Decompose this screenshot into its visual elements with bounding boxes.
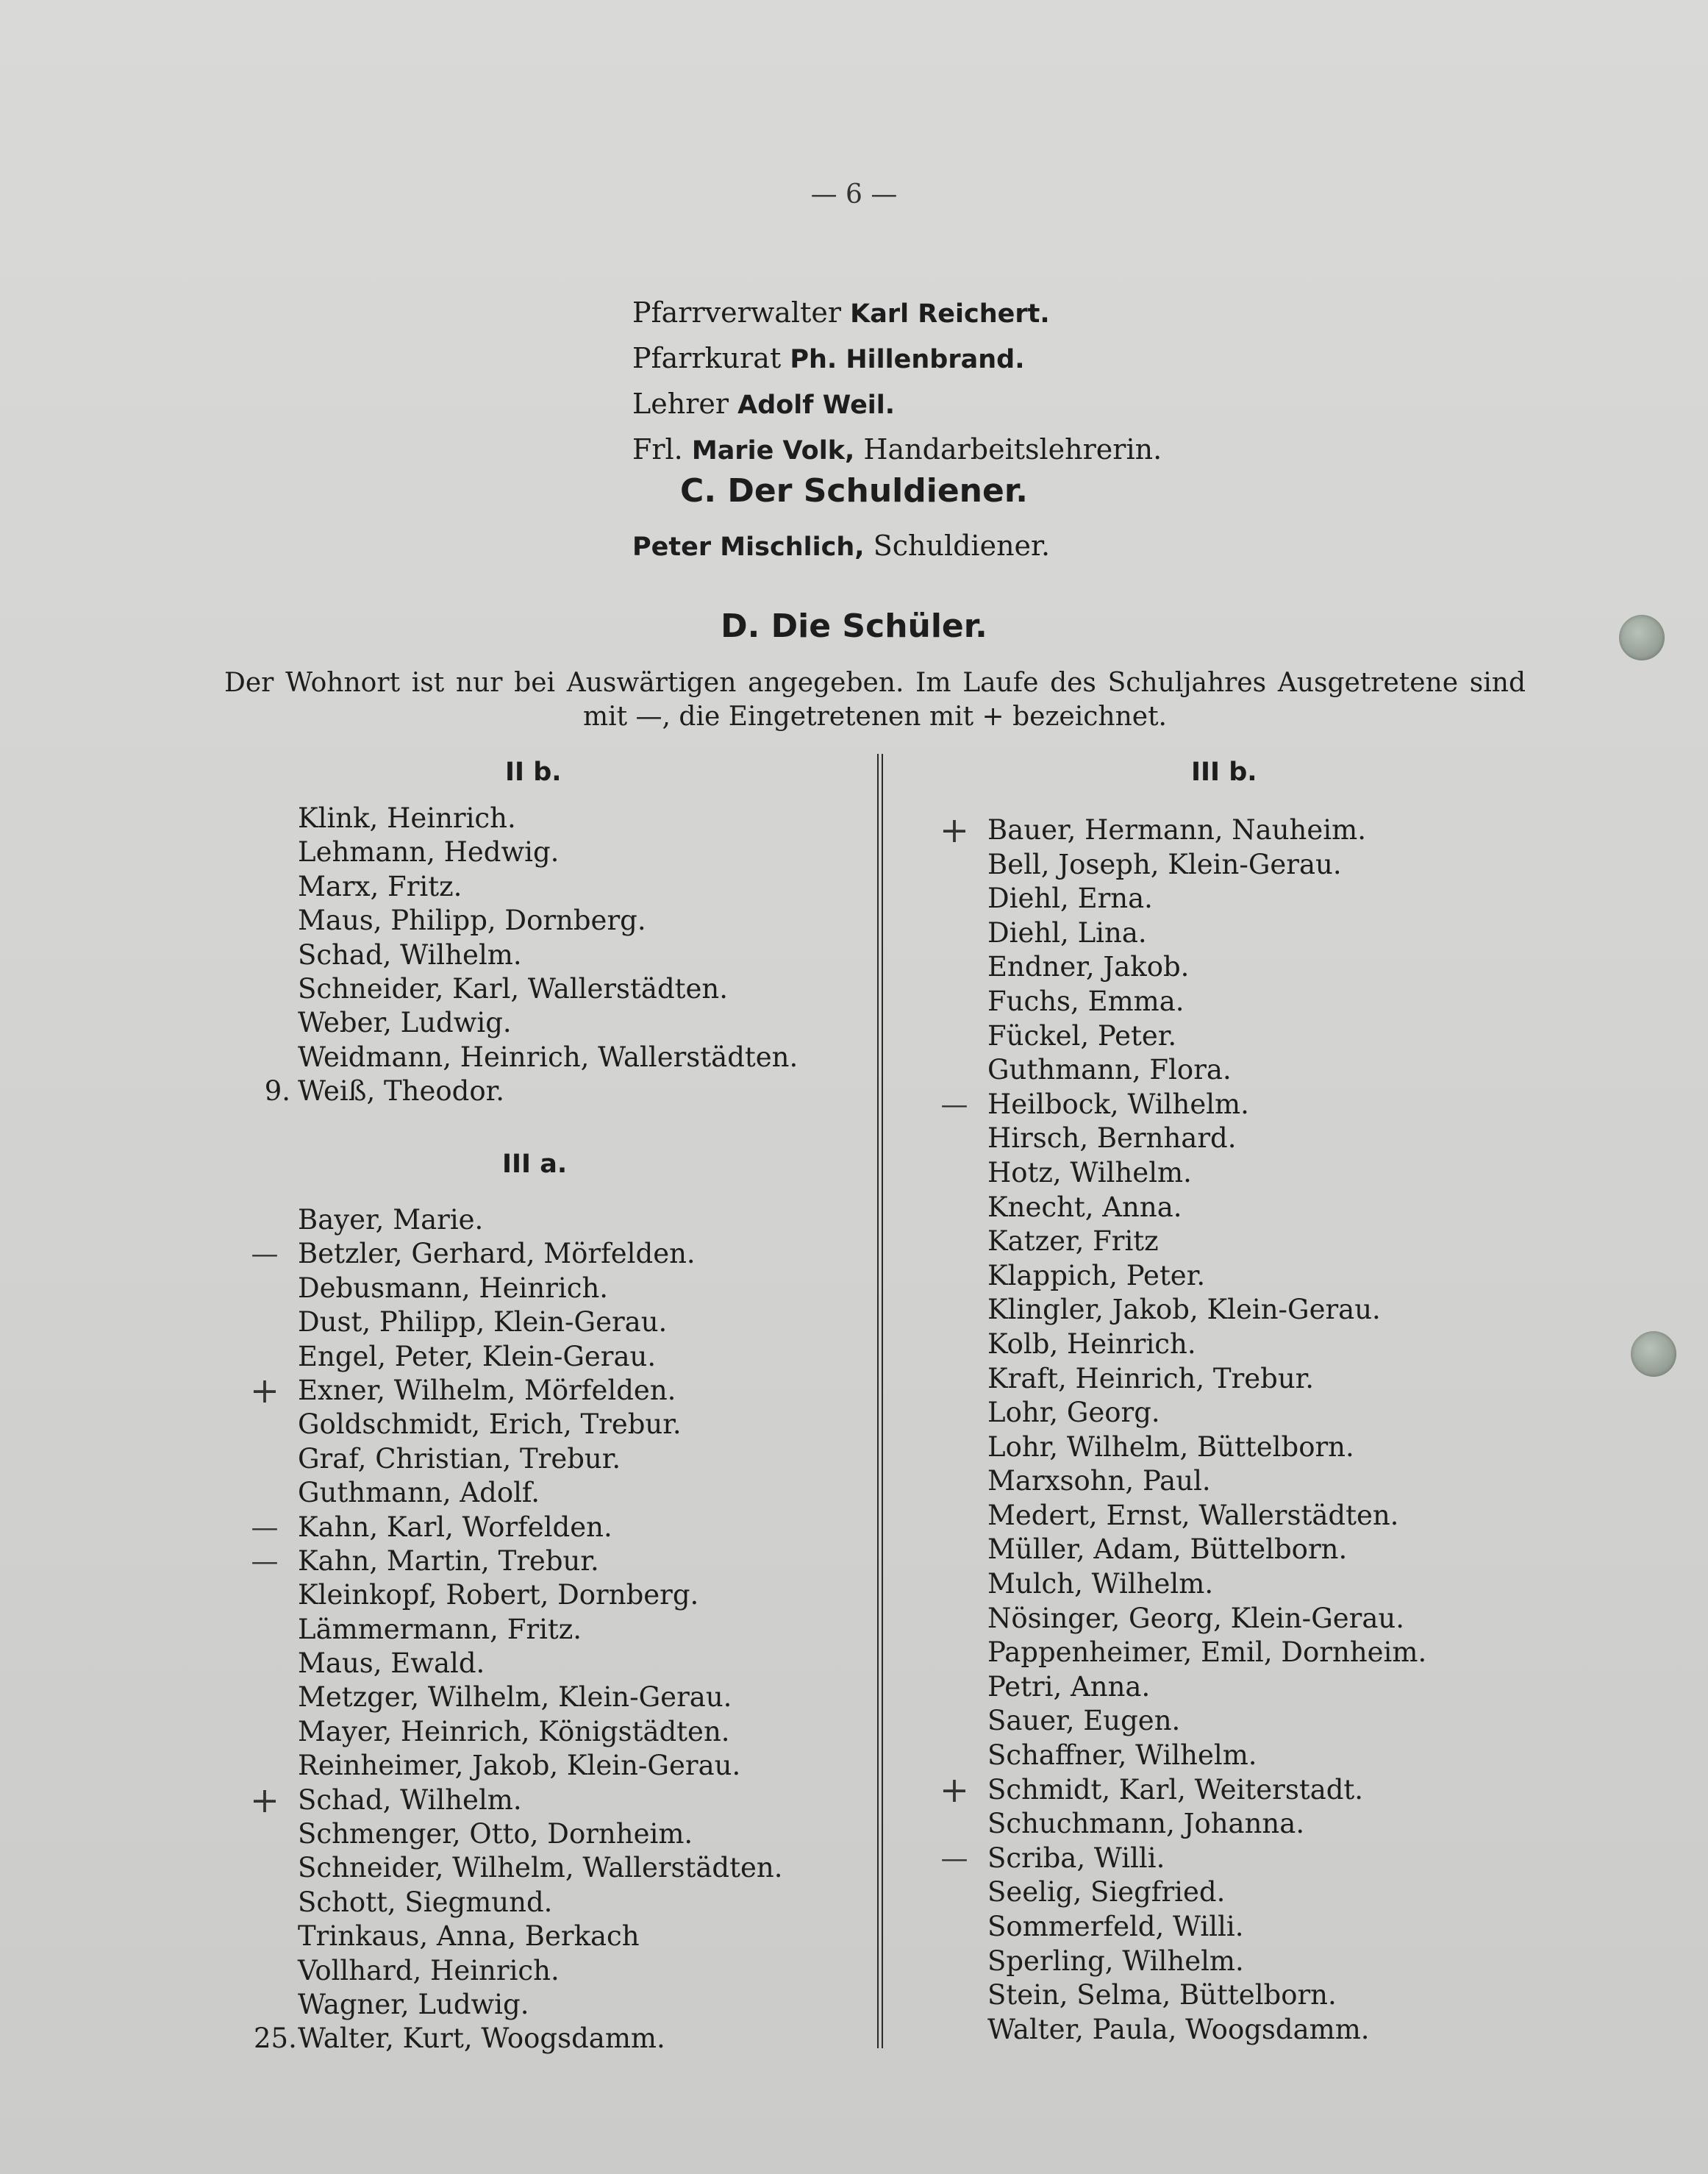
student-name: Schuchmann, Johanna. bbox=[987, 1808, 1305, 1840]
entered-mark: + bbox=[249, 1369, 280, 1411]
student-name: Exner, Wilhelm, Mörfelden. bbox=[298, 1374, 676, 1406]
student-entry bbox=[298, 1340, 782, 1374]
staff-name: Marie Volk, bbox=[691, 436, 855, 466]
withdrawn-mark: — bbox=[251, 1544, 279, 1577]
student-name: Schneider, Karl, Wallerstädten. bbox=[298, 972, 729, 1005]
class-IIIb-list bbox=[939, 810, 1427, 2047]
staff-entry bbox=[632, 382, 1162, 427]
student-entry bbox=[298, 1647, 782, 1681]
staff-entry bbox=[632, 427, 1162, 473]
student-entry bbox=[251, 1544, 782, 1578]
column-divider bbox=[877, 754, 883, 2048]
student-count: 9. bbox=[264, 1075, 290, 1108]
student-entry bbox=[298, 835, 798, 869]
student-name: Kahn, Martin, Trebur. bbox=[298, 1544, 599, 1577]
student-name: Schott, Siegmund. bbox=[298, 1886, 553, 1918]
staff-entry bbox=[632, 291, 1162, 336]
student-entry bbox=[298, 1305, 782, 1339]
student-entry bbox=[298, 972, 798, 1006]
student-name: Reinheimer, Jakob, Klein-Gerau. bbox=[298, 1750, 741, 1782]
student-entry bbox=[298, 1613, 782, 1647]
student-name: Diehl, Lina. bbox=[987, 916, 1147, 949]
student-entry bbox=[251, 1237, 782, 1271]
student-name: Schad, Wilhelm. bbox=[298, 1783, 522, 1816]
intro-text-line1: Der Wohnort ist nur bei Auswärtigen angegeben. Im Laufe des Schuljahres Ausgetretene sind bbox=[224, 668, 1526, 698]
student-name: Bayer, Marie. bbox=[298, 1204, 484, 1236]
student-name: Maus, Philipp, Dornberg. bbox=[298, 905, 646, 937]
custodian-role: Schuldiener. bbox=[873, 530, 1051, 562]
student-name: Dust, Philipp, Klein-Gerau. bbox=[298, 1306, 668, 1339]
staff-list bbox=[632, 291, 1162, 473]
punch-hole bbox=[1631, 1331, 1676, 1377]
student-entry bbox=[987, 950, 1426, 985]
student-entry bbox=[987, 1875, 1426, 1910]
student-name: Schmenger, Otto, Dornheim. bbox=[298, 1818, 693, 1850]
student-name: Heilbock, Wilhelm. bbox=[987, 1088, 1249, 1120]
student-name: Lohr, Georg. bbox=[987, 1397, 1160, 1429]
staff-title: Pfarrkurat bbox=[632, 342, 782, 374]
student-entry bbox=[987, 1945, 1426, 1979]
student-name: Walter, Kurt, Woogsdamm. bbox=[298, 2022, 665, 2055]
student-name: Schneider, Wilhelm, Wallerstädten. bbox=[298, 1852, 783, 1884]
student-name: Seelig, Siegfried. bbox=[987, 1876, 1226, 1909]
student-name: Sommerfeld, Willi. bbox=[987, 1911, 1244, 1942]
student-entry bbox=[987, 1739, 1426, 1773]
student-name: Endner, Jakob. bbox=[987, 951, 1190, 983]
student-entry bbox=[298, 904, 798, 938]
student-name: Sauer, Eugen. bbox=[987, 1705, 1181, 1737]
student-entry bbox=[298, 1041, 798, 1074]
student-entry bbox=[987, 1156, 1426, 1191]
student-name: Kahn, Karl, Worfelden. bbox=[298, 1511, 612, 1543]
student-name: Schad, Wilhelm. bbox=[298, 938, 522, 971]
student-count: 25. bbox=[254, 2022, 297, 2055]
student-name: Müller, Adam, Büttelborn. bbox=[987, 1533, 1348, 1566]
student-name: Medert, Ernst, Wallerstädten. bbox=[987, 1499, 1399, 1531]
student-name: Lohr, Wilhelm, Büttelborn. bbox=[987, 1430, 1354, 1463]
staff-title: Pfarrverwalter bbox=[632, 296, 841, 329]
student-entry bbox=[298, 1749, 782, 1783]
withdrawn-mark: — bbox=[940, 1088, 968, 1120]
student-name: Metzger, Wilhelm, Klein-Gerau. bbox=[298, 1681, 732, 1714]
withdrawn-mark: — bbox=[940, 1842, 968, 1874]
student-name: Kolb, Heinrich. bbox=[987, 1327, 1196, 1360]
student-name: Klappich, Peter. bbox=[987, 1259, 1206, 1291]
student-entry bbox=[249, 1779, 782, 1821]
student-name: Hotz, Wilhelm. bbox=[987, 1156, 1192, 1188]
student-entry bbox=[298, 1006, 798, 1040]
student-name: Klink, Heinrich. bbox=[298, 802, 516, 834]
student-name: Guthmann, Adolf. bbox=[298, 1477, 540, 1509]
student-name: Lämmermann, Fritz. bbox=[298, 1613, 582, 1645]
student-entry bbox=[298, 1886, 782, 1920]
class-IIIa-list bbox=[249, 1203, 783, 2056]
student-entry bbox=[987, 1670, 1426, 1705]
student-name: Schaffner, Wilhelm. bbox=[987, 1739, 1257, 1772]
student-entry bbox=[298, 1442, 782, 1476]
withdrawn-mark: — bbox=[251, 1238, 279, 1270]
student-entry bbox=[298, 1681, 782, 1714]
student-entry bbox=[251, 1511, 782, 1544]
student-name: Katzer, Fritz bbox=[987, 1225, 1159, 1258]
student-entry bbox=[298, 1954, 782, 1988]
student-name: Marxsohn, Paul. bbox=[987, 1465, 1211, 1497]
student-name: Scriba, Willi. bbox=[987, 1842, 1165, 1874]
student-name: Bell, Joseph, Klein-Gerau. bbox=[987, 848, 1342, 880]
student-entry bbox=[298, 1817, 782, 1851]
staff-title: Lehrer bbox=[632, 388, 729, 420]
withdrawn-mark: — bbox=[251, 1511, 279, 1543]
student-entry bbox=[987, 1807, 1426, 1842]
student-entry bbox=[298, 1988, 782, 2022]
entered-mark: + bbox=[939, 1769, 970, 1811]
student-entry bbox=[254, 2022, 782, 2056]
student-entry bbox=[987, 2013, 1426, 2048]
student-name: Engel, Peter, Klein-Gerau. bbox=[298, 1340, 657, 1372]
student-name: Trinkaus, Anna, Berkach bbox=[298, 1920, 640, 1953]
student-name: Maus, Ewald. bbox=[298, 1647, 485, 1680]
section-c-heading: C. Der Schuldiener. bbox=[680, 472, 1028, 510]
entered-mark: + bbox=[249, 1779, 280, 1821]
student-name: Mayer, Heinrich, Königstädten. bbox=[298, 1715, 730, 1747]
student-entry bbox=[249, 1369, 782, 1411]
student-entry bbox=[298, 1272, 782, 1305]
student-entry bbox=[298, 1851, 782, 1885]
class-IIb-heading: II b. bbox=[505, 758, 562, 787]
class-IIIa-heading: III a. bbox=[502, 1150, 568, 1179]
student-name: Graf, Christian, Trebur. bbox=[298, 1442, 621, 1475]
staff-title: Frl. bbox=[632, 433, 683, 466]
student-name: Knecht, Anna. bbox=[987, 1191, 1182, 1223]
student-entry bbox=[987, 1602, 1426, 1636]
student-entry bbox=[987, 1430, 1426, 1465]
student-entry bbox=[987, 1225, 1426, 1259]
student-entry bbox=[298, 1408, 782, 1441]
student-name: Weidmann, Heinrich, Wallerstädten. bbox=[298, 1041, 798, 1073]
student-entry bbox=[298, 938, 798, 972]
staff-role: Handarbeitslehrerin. bbox=[863, 433, 1162, 466]
student-name: Vollhard, Heinrich. bbox=[298, 1954, 560, 1986]
student-name: Bauer, Hermann, Nauheim. bbox=[987, 814, 1366, 846]
student-name: Petri, Anna. bbox=[987, 1670, 1151, 1703]
student-entry bbox=[987, 1191, 1426, 1225]
student-name: Kraft, Heinrich, Trebur. bbox=[987, 1362, 1315, 1394]
student-entry bbox=[987, 1499, 1426, 1533]
student-name: Lehmann, Hedwig. bbox=[298, 836, 560, 869]
student-entry bbox=[940, 1842, 1426, 1876]
student-name: Mulch, Wilhelm. bbox=[987, 1568, 1214, 1600]
student-name: Stein, Selma, Büttelborn. bbox=[987, 1979, 1337, 2011]
student-entry bbox=[987, 1327, 1426, 1362]
student-name: Diehl, Erna. bbox=[987, 883, 1153, 915]
student-name: Weiß, Theodor. bbox=[298, 1075, 505, 1108]
student-entry bbox=[987, 1053, 1426, 1088]
student-entry bbox=[987, 1636, 1426, 1670]
student-entry bbox=[987, 985, 1426, 1019]
student-name: Fuchs, Emma. bbox=[987, 985, 1184, 1017]
intro-text-line2: mit —, die Eingetretenen mit + bezeichnet. bbox=[582, 702, 1167, 732]
student-entry bbox=[987, 1259, 1426, 1294]
student-name: Nösinger, Georg, Klein-Gerau. bbox=[987, 1602, 1404, 1634]
student-name: Walter, Paula, Woogsdamm. bbox=[987, 2013, 1370, 2045]
student-name: Goldschmidt, Erich, Trebur. bbox=[298, 1408, 682, 1441]
student-entry bbox=[298, 1715, 782, 1749]
staff-name: Ph. Hillenbrand. bbox=[790, 345, 1025, 374]
student-entry bbox=[264, 1074, 798, 1108]
student-entry bbox=[940, 1088, 1426, 1122]
student-entry bbox=[987, 1362, 1426, 1397]
class-IIIb-heading: III b. bbox=[1191, 758, 1257, 787]
student-entry bbox=[987, 1910, 1426, 1945]
student-entry bbox=[298, 1578, 782, 1612]
student-entry bbox=[298, 802, 798, 835]
student-entry bbox=[987, 1122, 1426, 1156]
student-name: Weber, Ludwig. bbox=[298, 1007, 512, 1039]
staff-name: Adolf Weil. bbox=[737, 391, 896, 420]
section-d-heading: D. Die Schüler. bbox=[721, 607, 987, 645]
student-entry bbox=[987, 1533, 1426, 1567]
student-entry bbox=[987, 1567, 1426, 1602]
student-entry bbox=[987, 916, 1426, 951]
student-entry bbox=[987, 1293, 1426, 1327]
student-name: Wagner, Ludwig. bbox=[298, 1988, 529, 2020]
page-number: — 6 — bbox=[810, 179, 898, 210]
student-entry bbox=[987, 1978, 1426, 2013]
student-name: Debusmann, Heinrich. bbox=[298, 1272, 609, 1304]
student-name: Pappenheimer, Emil, Dornheim. bbox=[987, 1636, 1427, 1669]
student-entry bbox=[987, 1704, 1426, 1739]
staff-entry bbox=[632, 336, 1162, 382]
student-name: Klingler, Jakob, Klein-Gerau. bbox=[987, 1294, 1381, 1326]
student-entry bbox=[298, 1203, 782, 1237]
custodian-entry bbox=[632, 530, 1050, 562]
student-entry bbox=[987, 1396, 1426, 1430]
custodian-name: Peter Mischlich, bbox=[632, 532, 865, 562]
student-entry bbox=[298, 1920, 782, 1953]
student-name: Betzler, Gerhard, Mörfelden. bbox=[298, 1238, 696, 1270]
entered-mark: + bbox=[939, 810, 970, 851]
student-entry bbox=[987, 848, 1426, 883]
student-name: Sperling, Wilhelm. bbox=[987, 1945, 1244, 1977]
student-entry bbox=[987, 1019, 1426, 1054]
student-name: Kleinkopf, Robert, Dornberg. bbox=[298, 1579, 699, 1611]
student-name: Guthmann, Flora. bbox=[987, 1054, 1232, 1086]
student-name: Marx, Fritz. bbox=[298, 870, 462, 902]
student-entry bbox=[987, 882, 1426, 916]
student-name: Schmidt, Karl, Weiterstadt. bbox=[987, 1773, 1364, 1806]
student-entry bbox=[298, 1476, 782, 1510]
staff-name: Karl Reichert. bbox=[850, 299, 1050, 329]
student-entry bbox=[987, 1464, 1426, 1499]
student-entry bbox=[939, 810, 1426, 851]
student-entry bbox=[939, 1769, 1426, 1811]
class-IIb-list bbox=[264, 802, 798, 1109]
student-entry bbox=[298, 870, 798, 904]
student-name: Fückel, Peter. bbox=[987, 1019, 1177, 1052]
student-name: Hirsch, Bernhard. bbox=[987, 1122, 1237, 1155]
